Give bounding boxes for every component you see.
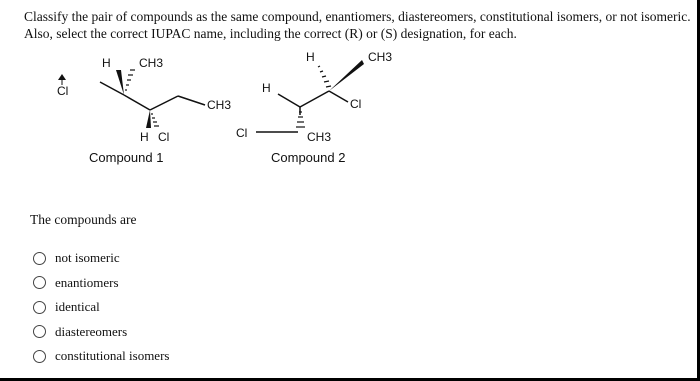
option-identical[interactable] (33, 295, 169, 320)
answer-options (33, 246, 169, 369)
compound-2-caption: Compound 2 (271, 150, 346, 165)
c1-label-h-top: H (102, 56, 111, 70)
answer-prompt: The compounds are (30, 212, 137, 227)
c1-backbone-2 (150, 96, 178, 110)
c2-bond-h (278, 94, 300, 107)
c1-wedge-bond-h-bottom (146, 110, 151, 128)
c1-backbone-3 (178, 96, 205, 105)
option-diastereomers[interactable] (33, 320, 169, 345)
option-label: constitutional isomers (55, 348, 170, 364)
c2-backbone-2 (329, 91, 348, 102)
c1-hash-bond-cl (151, 114, 159, 126)
compound-2-structure (256, 60, 364, 132)
option-label: diastereomers (55, 323, 128, 339)
option-enantiomers[interactable] (33, 271, 169, 296)
option-not-isomeric[interactable] (33, 246, 169, 271)
c1-marker-arrow (58, 74, 66, 80)
c2-wedge-bond-ch3 (329, 60, 364, 91)
radio-button[interactable] (33, 350, 46, 363)
option-label: identical (55, 299, 100, 315)
c2-label-cl-right: Cl (350, 97, 362, 111)
option-label: not isomeric (55, 250, 120, 266)
question-line-2: Also, select the correct IUPAC name, including the correct (R) or (S) designation, for each. (24, 26, 517, 41)
c1-label-h-bottom: H (140, 130, 149, 144)
c1-hash-bond-ch3 (125, 70, 135, 90)
compound-1-structure (58, 70, 205, 128)
radio-button[interactable] (33, 301, 46, 314)
c2-label-h-left: H (262, 81, 271, 95)
c2-label-h-top: H (306, 50, 315, 64)
c1-label-ch3-right: CH3 (207, 98, 232, 112)
c2-backbone-1 (300, 91, 329, 107)
c2-label-ch3-bottom: CH3 (307, 130, 332, 144)
question-line-1: Classify the pair of compounds as the same compound, enantiomers, diastereomers, constitutional isomers, or not isomeric. (24, 9, 691, 24)
radio-button[interactable] (33, 252, 46, 265)
c1-label-cl-bottom: Cl (158, 130, 170, 144)
c1-bond-cl (100, 82, 124, 95)
c1-label-cl-left: Cl (57, 84, 69, 98)
c2-label-ch3-top: CH3 (368, 50, 393, 64)
radio-button[interactable] (33, 325, 46, 338)
radio-button[interactable] (33, 276, 46, 289)
c1-backbone-1 (124, 95, 150, 110)
option-label: enantiomers (55, 274, 119, 290)
option-constitutional-isomers[interactable] (33, 344, 169, 369)
compound-1-caption: Compound 1 (89, 150, 164, 165)
c2-label-cl-bottom: Cl (236, 126, 248, 140)
c1-label-ch3-top: CH3 (139, 56, 164, 70)
c2-hash-bond-h (318, 66, 331, 87)
